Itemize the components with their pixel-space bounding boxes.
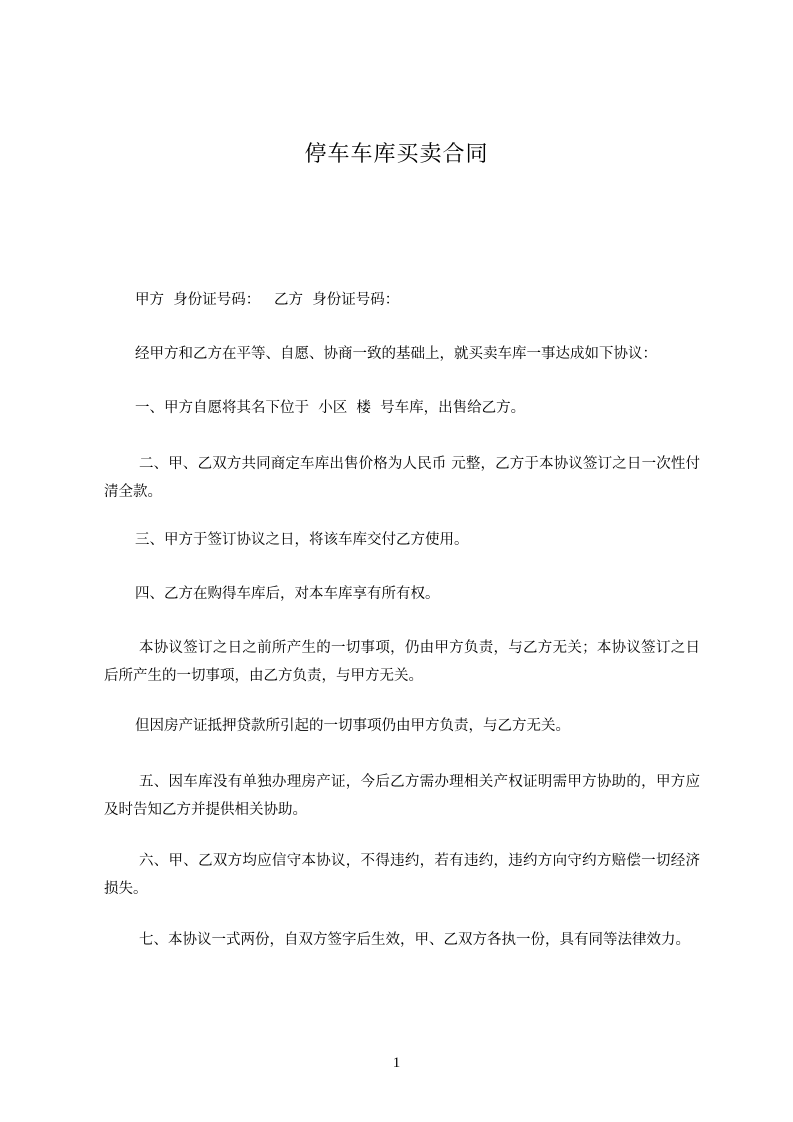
liability-paragraph: 本协议签订之日之前所产生的一切事项，仍由甲方负责，与乙方无关；本协议签订之日后所产生的一切事项，由乙方负责，与甲方无关。	[104, 640, 700, 684]
clause-4-paragraph: 四、乙方在购得车库后，对本车库享有所有权。	[135, 586, 440, 602]
clause-7-paragraph: 七、本协议一式两份，自双方签字后生效，甲、乙双方各执一份，具有同等法律效力。	[139, 932, 690, 948]
clause-1-paragraph: 一、甲方自愿将其名下位于 小区 楼 号车库，出售给乙方。	[135, 400, 526, 416]
preamble-paragraph: 经甲方和乙方在平等、自愿、协商一致的基础上，就买卖车库一事达成如下协议：	[135, 346, 657, 362]
clause-5-paragraph: 五、因车库没有单独办理房产证，今后乙方需办理相关产权证明需甲方协助的，甲方应及时告知乙方并提供相关协助。	[104, 774, 700, 818]
clause-3-paragraph: 三、甲方于签订协议之日，将该车库交付乙方使用。	[135, 532, 469, 548]
page-title: 停车车库买卖合同	[304, 142, 489, 167]
clause-6-paragraph: 六、甲、乙双方均应信守本协议，不得违约，若有违约，违约方向守约方赔偿一切经济损失。	[104, 853, 700, 897]
page-number: 1	[392, 1055, 401, 1071]
mortgage-paragraph: 但因房产证抵押贷款所引起的一切事项仍由甲方负责，与乙方无关。	[135, 718, 570, 734]
clause-2-paragraph: 二、甲、乙双方共同商定车库出售价格为人民币 元整，乙方于本协议签订之日一次性付清全款。	[104, 456, 700, 500]
party-info-line: 甲方 身份证号码： 乙方 身份证号码：	[135, 292, 400, 308]
